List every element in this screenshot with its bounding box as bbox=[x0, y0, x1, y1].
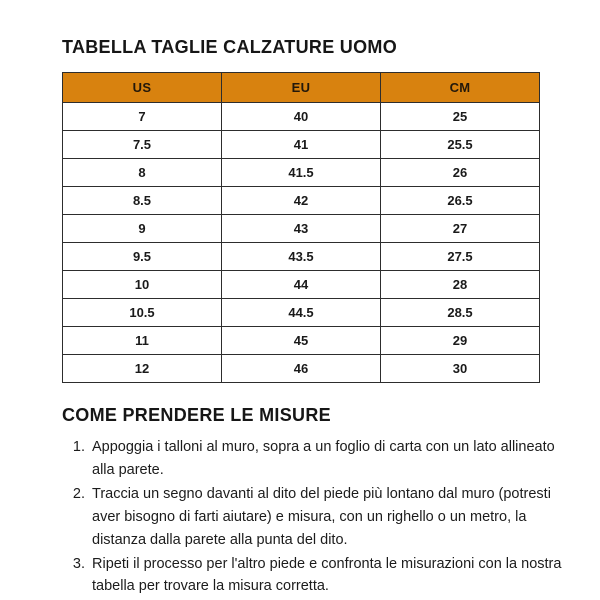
table-cell: 28.5 bbox=[381, 299, 540, 327]
table-cell: 7.5 bbox=[63, 131, 222, 159]
table-cell: 10 bbox=[63, 271, 222, 299]
instruction-item: 2. Traccia un segno davanti al dito del piede più lontano dal muro (potresti aver bisogno di farti aiutare) e misura, con un righello o un metro, la distanza dalla parete alla punta del dito. bbox=[89, 483, 562, 552]
table-cell: 30 bbox=[381, 355, 540, 383]
table-cell: 9.5 bbox=[63, 243, 222, 271]
table-cell: 45 bbox=[222, 327, 381, 355]
table-row bbox=[63, 159, 540, 187]
table-cell: 44.5 bbox=[222, 299, 381, 327]
table-row bbox=[63, 243, 540, 271]
instructions-title: COME PRENDERE LE MISURE bbox=[62, 405, 331, 425]
column-header-cm: CM bbox=[381, 73, 540, 103]
table-cell: 25.5 bbox=[381, 131, 540, 159]
table-cell: 27.5 bbox=[381, 243, 540, 271]
page-title: TABELLA TAGLIE CALZATURE UOMO bbox=[62, 37, 397, 57]
table-cell: 10.5 bbox=[63, 299, 222, 327]
table-cell: 43.5 bbox=[222, 243, 381, 271]
table-cell: 27 bbox=[381, 215, 540, 243]
table-row bbox=[63, 215, 540, 243]
table-cell: 46 bbox=[222, 355, 381, 383]
table-cell: 29 bbox=[381, 327, 540, 355]
instruction-item: 3. Ripeti il processo per l'altro piede e confronta le misurazioni con la nostra tabella per trovare la misura corretta. bbox=[89, 553, 562, 599]
table-cell: 28 bbox=[381, 271, 540, 299]
table-row bbox=[63, 327, 540, 355]
table-cell: 41.5 bbox=[222, 159, 381, 187]
instruction-item: 1. Appoggia i talloni al muro, sopra a un foglio di carta con un lato allineato alla parete. bbox=[89, 436, 562, 482]
table-row bbox=[63, 103, 540, 131]
table-row bbox=[63, 187, 540, 215]
table-cell: 12 bbox=[63, 355, 222, 383]
table-cell: 26 bbox=[381, 159, 540, 187]
table-cell: 43 bbox=[222, 215, 381, 243]
table-cell: 11 bbox=[63, 327, 222, 355]
table-row bbox=[63, 131, 540, 159]
size-table-header bbox=[63, 73, 540, 103]
table-cell: 25 bbox=[381, 103, 540, 131]
size-table-body bbox=[63, 103, 540, 383]
column-header-eu: EU bbox=[222, 73, 381, 103]
table-header-row bbox=[63, 73, 540, 103]
table-cell: 44 bbox=[222, 271, 381, 299]
size-table bbox=[62, 72, 540, 383]
table-cell: 9 bbox=[63, 215, 222, 243]
table-cell: 8.5 bbox=[63, 187, 222, 215]
column-header-us: US bbox=[63, 73, 222, 103]
table-cell: 7 bbox=[63, 103, 222, 131]
table-cell: 8 bbox=[63, 159, 222, 187]
table-cell: 26.5 bbox=[381, 187, 540, 215]
instructions-list bbox=[62, 436, 562, 598]
table-row bbox=[63, 299, 540, 327]
table-cell: 40 bbox=[222, 103, 381, 131]
table-cell: 41 bbox=[222, 131, 381, 159]
table-row bbox=[63, 271, 540, 299]
table-row bbox=[63, 355, 540, 383]
table-cell: 42 bbox=[222, 187, 381, 215]
